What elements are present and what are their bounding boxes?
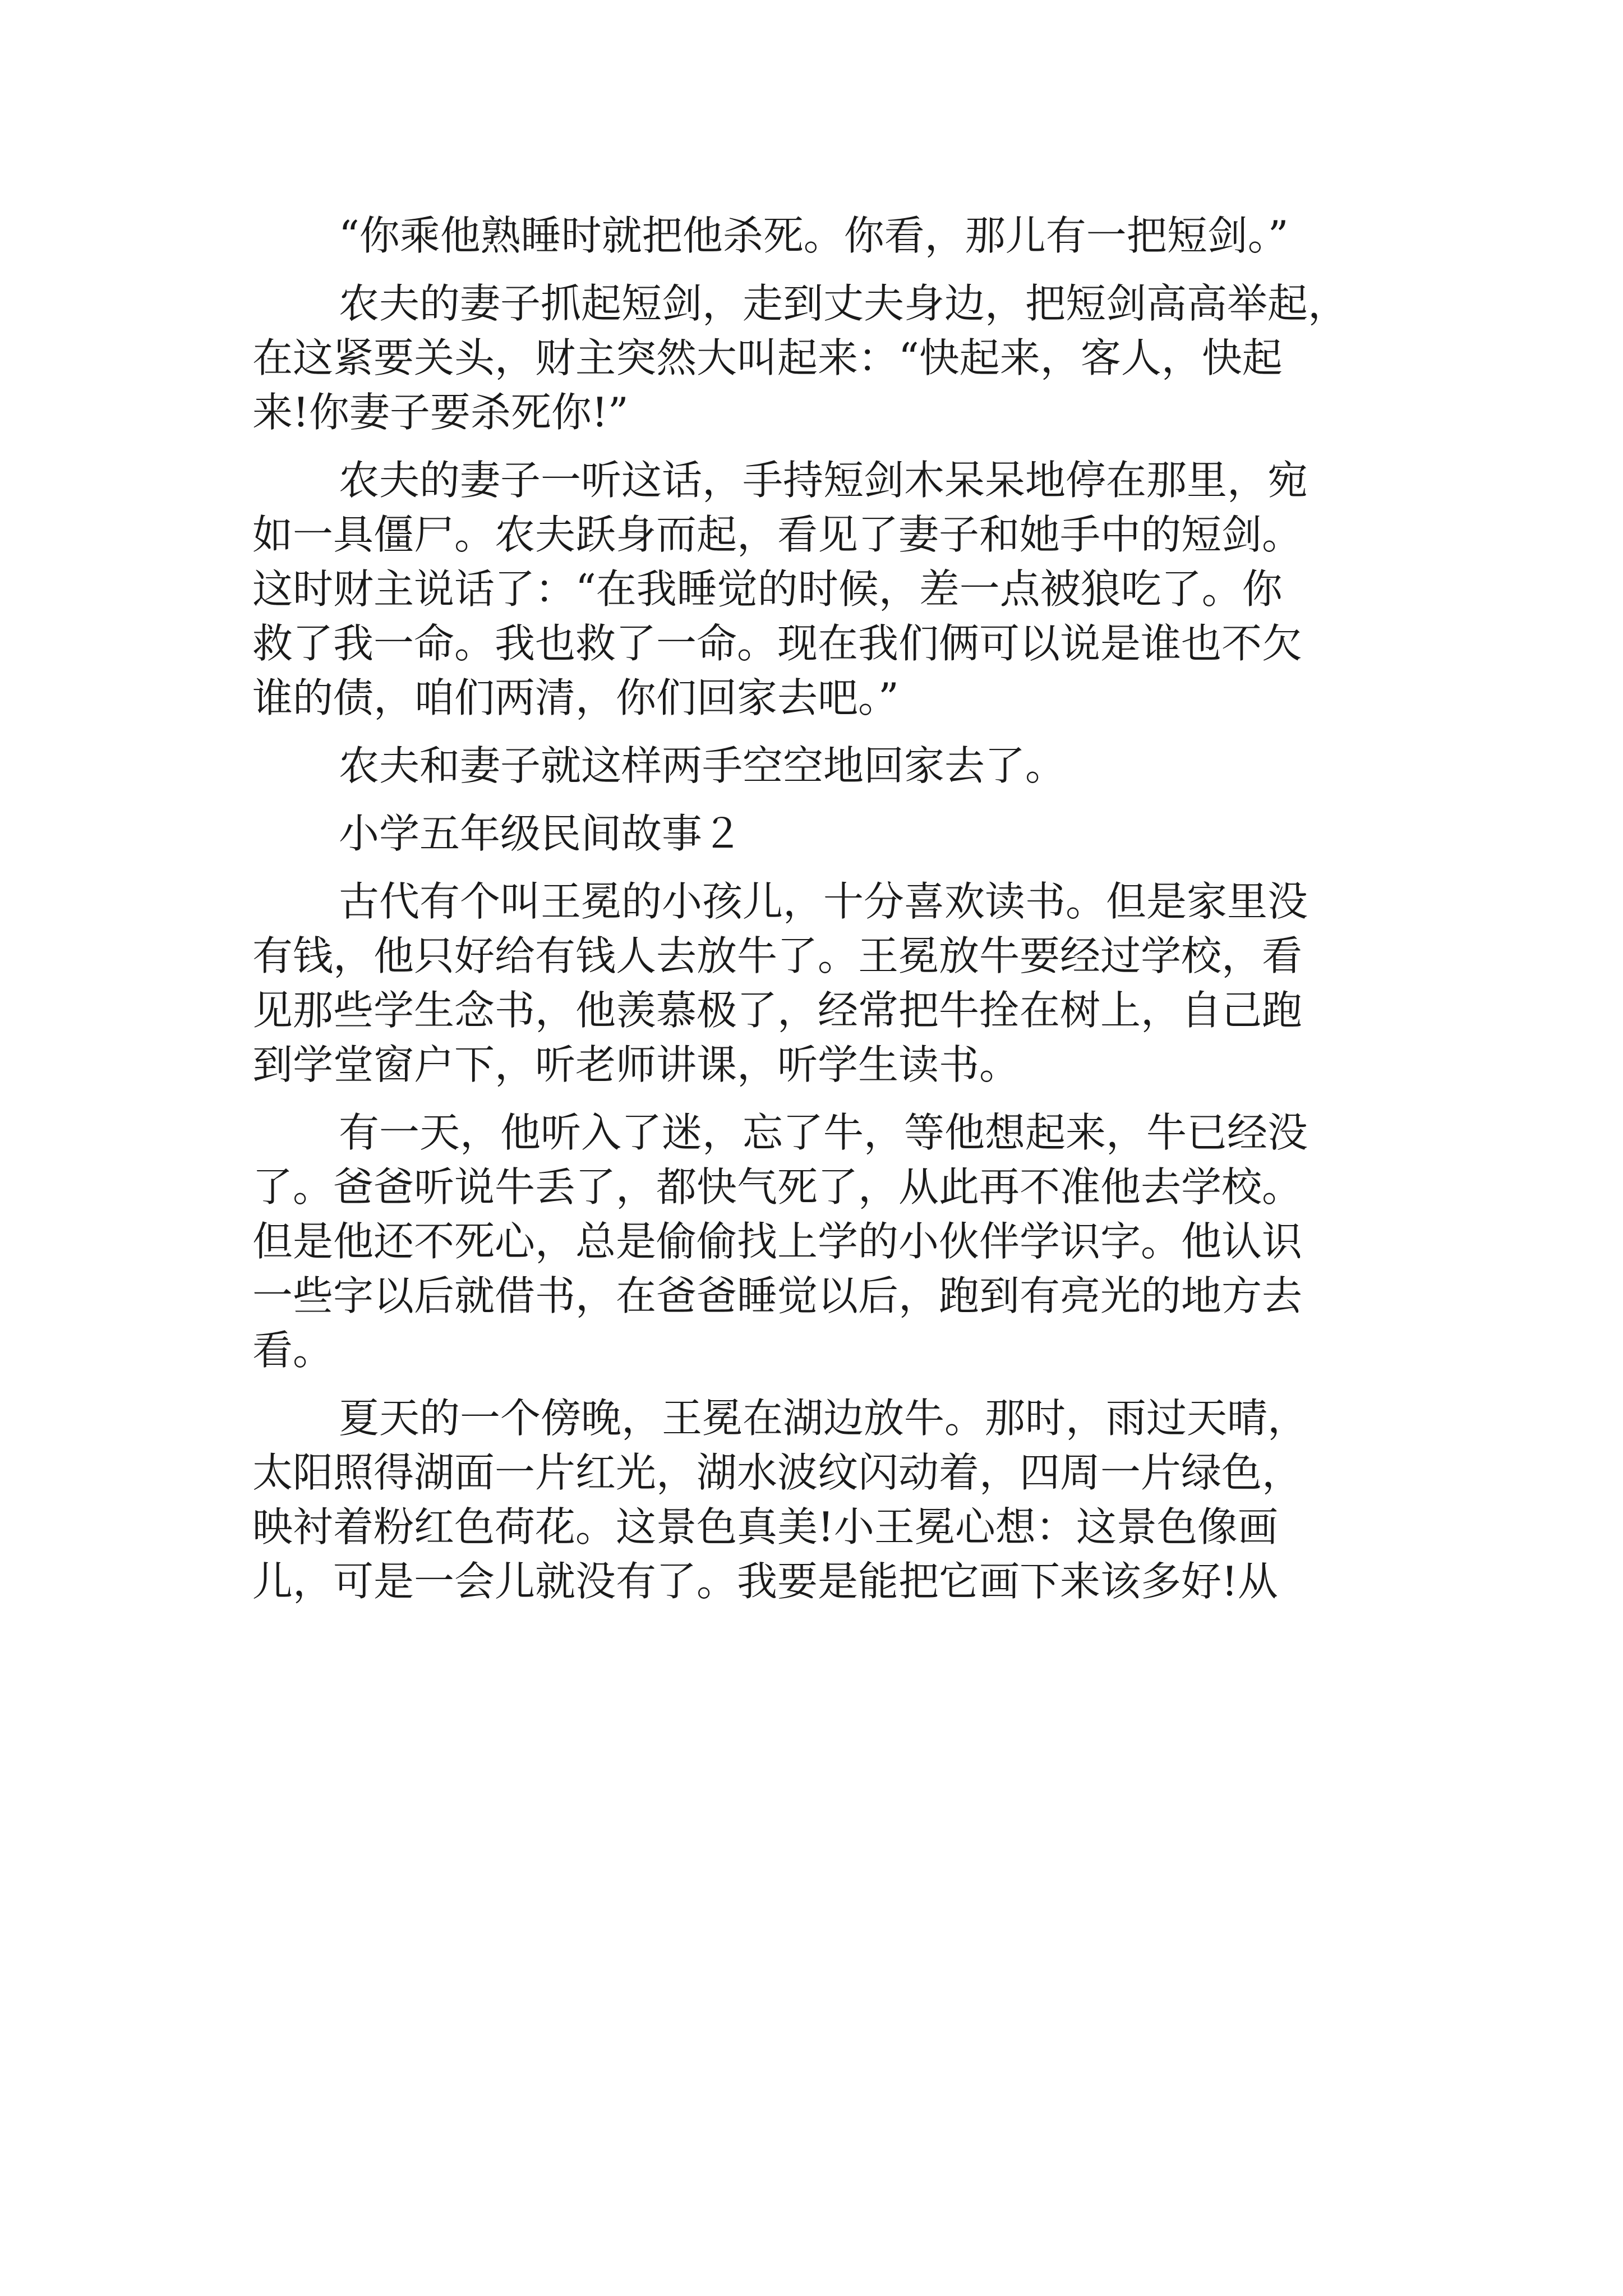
text-line: 但是他还不死心，总是偷偷找上学的小伙伴学识字。他认识 xyxy=(252,1218,1303,1265)
text-line: 到学堂窗户下，听老师讲课，听学生读书。 xyxy=(252,1041,1020,1088)
text-line: 见那些学生念书，他羡慕极了，经常把牛拴在树上，自己跑 xyxy=(252,987,1303,1034)
text-line: 农夫和妻子就这样两手空空地回家去了。 xyxy=(339,742,1066,789)
text-line: 来!你妻子要杀死你!” xyxy=(252,389,629,436)
text-line: 救了我一命。我也救了一命。现在我们俩可以说是谁也不欠 xyxy=(252,620,1303,667)
text-line: 古代有个叫王冕的小孩儿，十分喜欢读书。但是家里没 xyxy=(339,878,1308,925)
text-line: 有钱，他只好给有钱人去放牛了。王冕放牛要经过学校，看 xyxy=(252,932,1303,979)
text-line: 映衬着粉红色荷花。这景色真美!小王冕心想：这景色像画 xyxy=(252,1503,1278,1550)
text-line: 太阳照得湖面一片红光，湖水波纹闪动着，四周一片绿色， xyxy=(252,1449,1303,1496)
text-line: 了。爸爸听说牛丢了，都快气死了，从此再不准他去学校。 xyxy=(252,1163,1303,1211)
paragraph xyxy=(252,875,1374,1092)
text-line: 在这紧要关头，财主突然大叫起来：“快起来，客人，快起 xyxy=(252,334,1283,381)
text-line: 一些字以后就借书，在爸爸睡觉以后，跑到有亮光的地方去 xyxy=(252,1272,1303,1319)
text-line: 有一天，他听入了迷，忘了牛，等他想起来，牛已经没 xyxy=(339,1109,1308,1156)
text-line: 这时财主说话了：“在我睡觉的时候，差一点被狼吃了。你 xyxy=(252,565,1283,613)
paragraph xyxy=(252,1391,1374,1609)
text-line: “你乘他熟睡时就把他杀死。你看，那儿有一把短剑。” xyxy=(339,212,1289,259)
paragraph xyxy=(252,1106,1374,1378)
text-line: 谁的债，咱们两清，你们回家去吧。” xyxy=(252,674,899,721)
paragraph xyxy=(252,277,1374,440)
document-body xyxy=(252,209,1374,1609)
text-line: 农夫的妻子一听这话，手持短剑木呆呆地停在那里，宛 xyxy=(339,457,1308,504)
text-line: 儿，可是一会儿就没有了。我要是能把它画下来该多好!从 xyxy=(252,1558,1278,1605)
text-line: 如一具僵尸。农夫跃身而起，看见了妻子和她手中的短剑。 xyxy=(252,511,1303,558)
text-line: 看。 xyxy=(252,1327,334,1374)
text-line: 小学五年级民间故事２ xyxy=(339,810,743,857)
paragraph xyxy=(252,739,1374,793)
text-line: 农夫的妻子抓起短剑，走到丈夫身边，把短剑高高举起， xyxy=(339,280,1349,327)
section-title xyxy=(252,807,1374,861)
text-line: 夏天的一个傍晚，王冕在湖边放牛。那时，雨过天晴， xyxy=(339,1395,1308,1442)
paragraph xyxy=(252,209,1374,263)
paragraph xyxy=(252,453,1374,725)
